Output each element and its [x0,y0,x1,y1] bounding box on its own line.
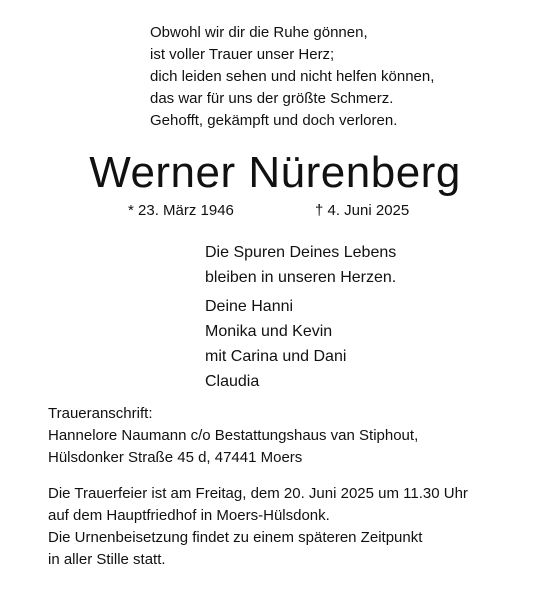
family-line: Monika und Kevin [205,323,333,340]
notice-line: in aller Stille statt. [48,551,166,568]
poem-line: das war für uns der größte Schmerz. [150,90,394,107]
deceased-name: Werner Nürenberg [89,148,461,197]
mourning-address [48,403,418,469]
poem-line: dich leiden sehen und nicht helfen können, [150,68,435,85]
address-line: Traueranschrift: [48,405,153,422]
notice-line: Die Trauerfeier ist am Freitag, dem 20. Juni 2025 um 11.30 Uhr [48,485,468,502]
address-line: Hülsdonker Straße 45 d, 47441 Moers [48,449,303,466]
poem [150,22,434,132]
motto-line: bleiben in unseren Herzen. [205,269,397,286]
birth-date: * 23. März 1946 [128,202,234,219]
funeral-notice [48,483,468,571]
address-line: Hannelore Naumann c/o Bestattungshaus van Stiphout, [48,427,419,444]
notice-line: auf dem Hauptfriedhof in Moers-Hülsdonk. [48,507,330,524]
family-line: Deine Hanni [205,298,294,315]
poem-line: Gehofft, gekämpft und doch verloren. [150,112,398,129]
death-date: † 4. Juni 2025 [315,202,410,219]
family-line: mit Carina und Dani [205,348,347,365]
poem-line: Obwohl wir dir die Ruhe gönnen, [150,24,368,41]
family-signatures [205,294,346,394]
motto [205,240,396,290]
motto-line: Die Spuren Deines Lebens [205,244,397,261]
family-line: Claudia [205,373,260,390]
notice-line: Die Urnenbeisetzung findet zu einem späteren Zeitpunkt [48,529,423,546]
poem-line: ist voller Trauer unser Herz; [150,46,335,63]
